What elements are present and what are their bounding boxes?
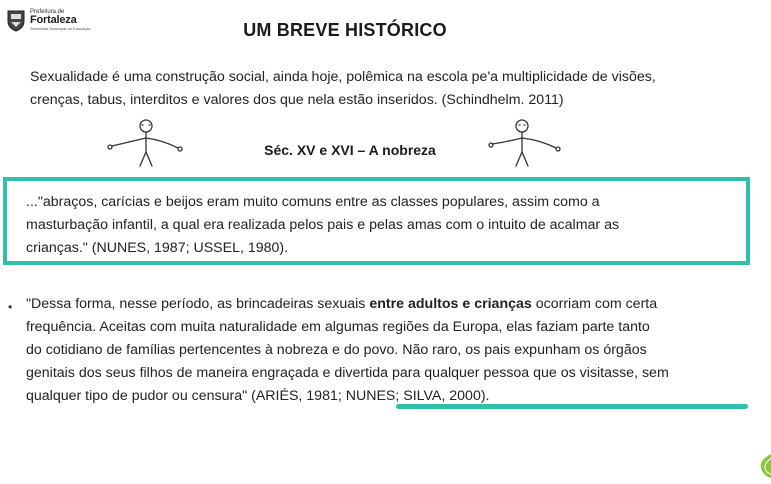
bullet-line: frequência. Aceitas com muita naturalidade em algumas regiões da Europa, elas faziam parte tanto	[26, 319, 650, 335]
stick-figure-icon	[486, 118, 568, 168]
logo-line1: Prefeitura de	[30, 9, 65, 15]
bullet-marker: •	[8, 300, 13, 314]
bullet-paragraph	[26, 293, 764, 408]
logo-line3: Secretaria Municipal da Educação	[30, 26, 91, 31]
bullet-line: qualquer tipo de pudor ou censura" (ARIÉS, 1981; NUNES; SILVA, 2000).	[26, 388, 490, 404]
page-title: UM BREVE HISTÓRICO	[243, 20, 447, 40]
bullet-line: do cotidiano de famílias pertencentes à nobreza e do povo. Não raro, os pais expunham os órgãos	[26, 342, 647, 358]
bullet-line: genitais dos seus filhos de maneira engraçada e divertida para qualquer pessoa que os visitasse, sem	[26, 365, 669, 381]
highlight-underline	[396, 404, 748, 409]
quote-paragraph	[26, 191, 750, 260]
bullet-line	[26, 293, 764, 316]
intro-line: crenças, tabus, interditos e valores dos que nela estão inseridos. (Schindhelm. 2011)	[30, 92, 564, 108]
leaf-icon	[757, 452, 771, 480]
bullet-line1-post: ocorriam com certa	[531, 296, 658, 312]
quote-line: masturbação infantil, a qual era realizada pelos pais e pelas amas com o intuito de acalmar as	[26, 217, 620, 233]
logo-line2: Fortaleza	[30, 14, 77, 26]
section-title: Séc. XV e XVI – A nobreza	[264, 142, 436, 158]
bullet-line1-bold: entre adultos e crianças	[369, 296, 532, 312]
bullet-line1-pre: "Dessa forma, nesse período, as brincadeiras sexuais	[26, 296, 370, 312]
intro-line: Sexualidade é uma construção social, ainda hoje, polêmica na escola pe'a multiplicidade de visões,	[30, 69, 656, 85]
quote-line: ..."abraços, carícias e beijos eram muito comuns entre as classes populares, assim como a	[26, 194, 600, 210]
quote-line: crianças." (NUNES, 1987; USSEL, 1980).	[26, 240, 289, 256]
intro-paragraph	[30, 66, 730, 112]
